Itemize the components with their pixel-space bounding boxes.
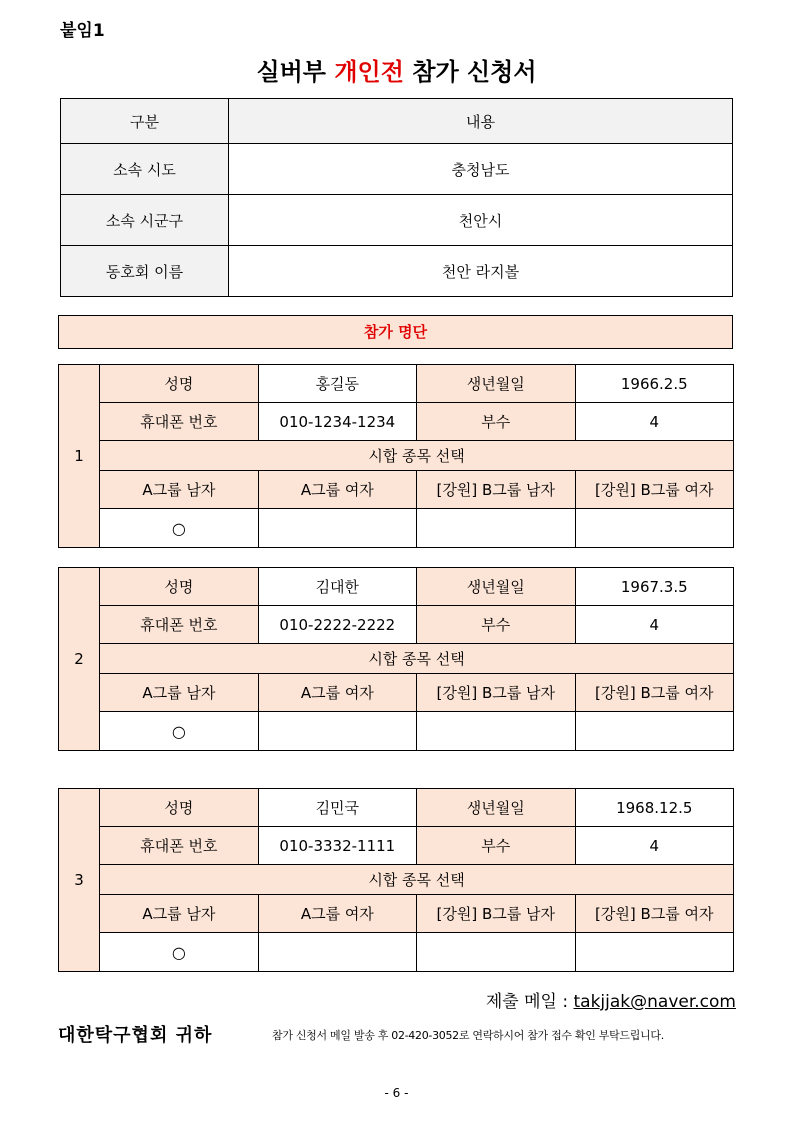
- participant-number: 3: [59, 789, 100, 972]
- participant-row-name: [59, 568, 734, 606]
- name-value: 김대한: [258, 568, 416, 606]
- event-mark[interactable]: [575, 712, 733, 751]
- info-header-label: 구분: [61, 99, 229, 144]
- name-label: 성명: [100, 789, 258, 827]
- phone-value: 010-3332-1111: [258, 827, 416, 865]
- event-marks-row: [59, 509, 734, 548]
- participant-row-name: [59, 789, 734, 827]
- event-mark[interactable]: ○: [100, 933, 258, 972]
- submit-label: 제출 메일 :: [485, 992, 574, 1012]
- event-select-label: 시합 종목 선택: [100, 865, 734, 895]
- page-number: - 6 -: [384, 1086, 409, 1100]
- division-value: 4: [575, 606, 733, 644]
- event-mark[interactable]: [258, 933, 416, 972]
- division-label: 부수: [417, 827, 575, 865]
- event-mark[interactable]: [417, 933, 575, 972]
- birth-label: 생년월일: [417, 365, 575, 403]
- event-options-row: [59, 471, 734, 509]
- participant-row-phone: [59, 827, 734, 865]
- title-suffix: 참가 신청서: [403, 58, 537, 86]
- info-row-province: [61, 144, 733, 195]
- participant-row-phone: [59, 403, 734, 441]
- footer-note: 참가 신청서 메일 발송 후 02-420-3052로 연락하시어 참가 접수 확인 부탁드립니다.: [272, 1029, 664, 1042]
- name-value: 홍길동: [258, 365, 416, 403]
- info-value: 충청남도: [229, 144, 733, 195]
- birth-value: 1966.2.5: [575, 365, 733, 403]
- recipient-org: 대한탁구협회 귀하: [58, 1025, 213, 1046]
- event-mark[interactable]: [258, 509, 416, 548]
- participant-row-name: [59, 365, 734, 403]
- event-mark[interactable]: [417, 509, 575, 548]
- name-label: 성명: [100, 365, 258, 403]
- event-option: A그룹 여자: [258, 674, 416, 712]
- event-option: [강원] B그룹 남자: [417, 471, 575, 509]
- name-value: 김민국: [258, 789, 416, 827]
- event-option: A그룹 남자: [100, 895, 258, 933]
- phone-value: 010-1234-1234: [258, 403, 416, 441]
- event-option: [강원] B그룹 여자: [575, 471, 733, 509]
- event-marks-row: [59, 933, 734, 972]
- roster-title: 참가 명단: [58, 315, 733, 349]
- event-mark[interactable]: [575, 933, 733, 972]
- event-select-label: 시합 종목 선택: [100, 441, 734, 471]
- info-row-club: [61, 246, 733, 297]
- event-mark[interactable]: [258, 712, 416, 751]
- page-title: [0, 52, 793, 87]
- event-option: [강원] B그룹 여자: [575, 674, 733, 712]
- event-option: A그룹 여자: [258, 471, 416, 509]
- event-options-row: [59, 895, 734, 933]
- event-mark[interactable]: [417, 712, 575, 751]
- info-header-value: 내용: [229, 99, 733, 144]
- info-value: 천안시: [229, 195, 733, 246]
- birth-label: 생년월일: [417, 789, 575, 827]
- event-select-label: 시합 종목 선택: [100, 644, 734, 674]
- event-mark[interactable]: ○: [100, 712, 258, 751]
- participant-row-phone: [59, 606, 734, 644]
- participant-table-3: [58, 788, 734, 972]
- event-mark[interactable]: ○: [100, 509, 258, 548]
- birth-value: 1967.3.5: [575, 568, 733, 606]
- division-label: 부수: [417, 403, 575, 441]
- submit-email-line: [486, 987, 736, 1012]
- event-options-row: [59, 674, 734, 712]
- attachment-label: 붙임1: [60, 21, 105, 41]
- event-option: [강원] B그룹 여자: [575, 895, 733, 933]
- event-option: A그룹 여자: [258, 895, 416, 933]
- event-option: [강원] B그룹 남자: [417, 674, 575, 712]
- submit-email-link[interactable]: takjjak@naver.com: [573, 992, 736, 1012]
- title-prefix: 실버부: [256, 58, 335, 86]
- info-label: 소속 시도: [61, 144, 229, 195]
- birth-value: 1968.12.5: [575, 789, 733, 827]
- phone-value: 010-2222-2222: [258, 606, 416, 644]
- info-row-city: [61, 195, 733, 246]
- birth-label: 생년월일: [417, 568, 575, 606]
- participant-number: 1: [59, 365, 100, 548]
- name-label: 성명: [100, 568, 258, 606]
- event-marks-row: [59, 712, 734, 751]
- title-highlight: 개인전: [334, 58, 404, 86]
- event-option: A그룹 남자: [100, 471, 258, 509]
- division-value: 4: [575, 403, 733, 441]
- info-header-row: [61, 99, 733, 144]
- phone-label: 휴대폰 번호: [100, 403, 258, 441]
- event-select-row: [59, 865, 734, 895]
- division-value: 4: [575, 827, 733, 865]
- info-value: 천안 라지볼: [229, 246, 733, 297]
- event-mark[interactable]: [575, 509, 733, 548]
- participant-number: 2: [59, 568, 100, 751]
- participant-table-2: [58, 567, 734, 751]
- event-select-row: [59, 441, 734, 471]
- event-option: [강원] B그룹 남자: [417, 895, 575, 933]
- club-info-table: [60, 98, 733, 297]
- division-label: 부수: [417, 606, 575, 644]
- event-option: A그룹 남자: [100, 674, 258, 712]
- participant-table-1: [58, 364, 734, 548]
- event-select-row: [59, 644, 734, 674]
- info-label: 소속 시군구: [61, 195, 229, 246]
- phone-label: 휴대폰 번호: [100, 606, 258, 644]
- info-label: 동호회 이름: [61, 246, 229, 297]
- phone-label: 휴대폰 번호: [100, 827, 258, 865]
